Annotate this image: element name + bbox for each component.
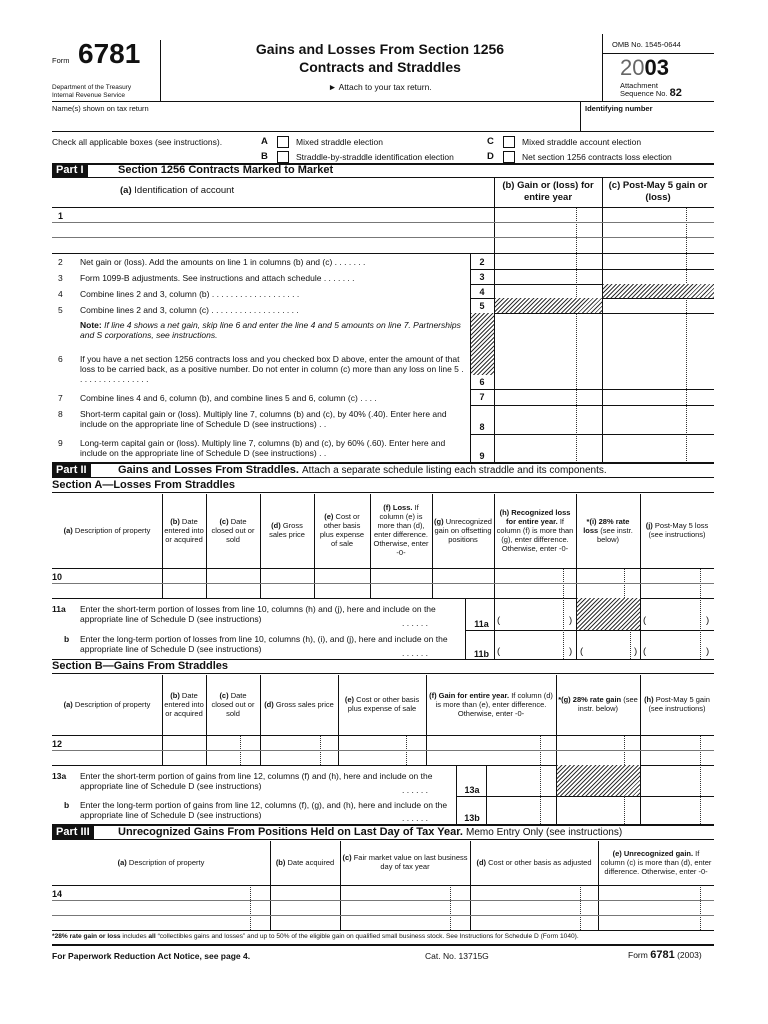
line-6-text [80, 354, 465, 384]
part3-title-bold: Unrecognized Gains From Positions Held on Last Day of Tax Year. [118, 826, 463, 838]
line-10-number: 10 [52, 572, 63, 582]
part2-title [118, 464, 607, 477]
line-13b-letter: b [64, 800, 70, 810]
line-8-box-label: 8 [479, 422, 485, 432]
section-a-col-7-text: If column (f) is more than (g), enter difference. Otherwise, enter -0- [496, 516, 574, 553]
box-b-letter: B [261, 151, 268, 162]
line-11b-dots: . . . . . . [402, 648, 428, 658]
line-4-number: 4 [58, 289, 63, 299]
line-11b-paren-close: ) [569, 646, 573, 657]
line-11b-i-paren-open: ( [580, 646, 584, 657]
section-a-col-9-text: Post-May 5 loss (see instructions) [648, 521, 709, 539]
dept-line1: Department of the Treasury [52, 84, 132, 91]
paperwork-notice: For Paperwork Reduction Act Notice, see page 4. [52, 951, 251, 961]
section-a-col-3-text: Gross sales price [269, 521, 305, 539]
line-7-text [80, 393, 377, 403]
section-b-col-4-text: Cost or other basis plus expense of sale [347, 695, 420, 713]
section-a-col-7-header [496, 494, 574, 566]
line-11a-j-paren-open: ( [643, 615, 647, 626]
section-a-col-6-letter: (g) [434, 516, 444, 526]
box-a-label: Mixed straddle election [296, 137, 383, 147]
line-3-dots: . . . . . . . [323, 273, 355, 283]
names-label: Name(s) shown on tax return [52, 104, 149, 113]
part3-col-3-letter: (d) [476, 857, 487, 867]
line-3-desc: Form 1099-B adjustments. See instructions and attach schedule [80, 273, 322, 283]
section-a-col-8-text: (see instr. below) [596, 525, 633, 544]
section-b-col-6-header [558, 675, 638, 733]
line-2-dots: . . . . . . . [334, 257, 366, 267]
section-b-col-5-letter: (f) Gain for entire year. [429, 690, 510, 700]
footnote-mid: includes [120, 933, 149, 940]
section-a-col-1-letter: (b) [170, 516, 180, 526]
line-13a-box-label: 13a [464, 785, 480, 795]
year-suffix: 03 [644, 55, 669, 80]
checkbox-a[interactable] [277, 136, 289, 148]
section-a-col-9-header [642, 494, 712, 566]
line-11a-j-paren-close: ) [706, 615, 710, 626]
section-a-col-3-header [262, 494, 312, 566]
line-9-desc: Long-term capital gain or (loss). Multiply line 7, columns (b) and (c), by 60% (.60). Enter here and include on the appropriate line of Schedule D (see instructions) [80, 438, 446, 458]
line-6-desc: If you have a net section 1256 contracts loss and you checked box D above, enter the amount of that loss to be carried back, as a positive number. Do not enter in column (c) more than any loss on line 5 [80, 354, 460, 374]
line-11b-text: Enter the long-term portion of losses from line 10, columns (h), (i), and (j), here and include on the appropriate line of Schedule D (see instructions) [80, 634, 448, 654]
sequence-number: 82 [669, 87, 682, 99]
section-a-col-2-header [208, 494, 258, 566]
section-a-col-1-header [164, 494, 204, 566]
line-11b-letter: b [64, 634, 70, 644]
box-a-letter: A [261, 136, 268, 147]
part3-col-2-letter: (c) [342, 853, 352, 862]
section-b-col-1-header [164, 675, 204, 733]
footnote-rest: “collectibles gains and losses” and up to 50% of the eligible gain on qualified small business stock. See Instructions for Schedule D (Form 1040). [155, 933, 579, 940]
footer-form-word: Form [628, 950, 648, 960]
line-11b-paren-open: ( [497, 646, 501, 657]
line-13a-text: Enter the short-term portion of gains from line 12, columns (f) and (h), here and include on the appropriate line of Schedule D (see instructions) [80, 771, 433, 791]
section-a-col-1-text: Date entered into or acquired [164, 516, 204, 544]
line-2-box-label: 2 [479, 257, 485, 267]
checkbox-intro: Check all applicable boxes (see instructions). [52, 137, 223, 147]
line-5-number: 5 [58, 305, 63, 315]
line-2-desc: Net gain or (loss). Add the amounts on line 1 in columns (b) and (c) [80, 257, 333, 267]
section-b-col-0-text: Description of property [74, 699, 151, 709]
line-8-number: 8 [58, 409, 63, 419]
line-13b-dots: . . . . . . [402, 813, 428, 823]
dept-line2: Internal Revenue Service [52, 92, 125, 99]
section-a-col-6-header [434, 494, 492, 566]
part3-col-4-text: If column (c) is more than (d), enter difference. Otherwise, enter -0- [600, 848, 712, 876]
line-5-col-b-shaded [495, 298, 602, 313]
section-a-col-2-text: Date closed out or sold [211, 516, 255, 544]
line-7-desc: Combine lines 4 and 6, column (b), and combine lines 5 and 6, column (c) [80, 393, 358, 403]
line-11a-paren-close: ) [569, 615, 573, 626]
footnote-lead: *28% rate gain or loss [52, 933, 121, 940]
part3-col-1-text: Date acquired [287, 857, 335, 867]
part3-col-3-header [472, 841, 596, 883]
line-13b-box-label: 13b [464, 813, 480, 823]
note-text: If line 4 shows a net gain, skip line 6 and enter the line 4 and 5 amounts on line 7. Partnerships and S corporations, see instructions. [80, 320, 461, 340]
footer-form-id [628, 950, 702, 960]
year-prefix: 20 [620, 55, 645, 80]
line-4-dots: . . . . . . . . . . . . . . . . . . . [211, 289, 300, 299]
line-9-box-label: 9 [479, 451, 485, 461]
sequence-text: Sequence No. [620, 89, 668, 98]
col-a-letter: (a) [120, 185, 132, 196]
line-11b-j-paren-open: ( [643, 646, 647, 657]
line-3-text [80, 273, 355, 283]
line-13a-dots: . . . . . . [402, 785, 428, 795]
line-11a-paren-open: ( [497, 615, 501, 626]
line-11a-dots: . . . . . . [402, 618, 428, 628]
line-2-number: 2 [58, 257, 63, 267]
section-a-col-5-header [372, 494, 430, 566]
line-11a-col-i-shaded [577, 598, 640, 630]
line-11b-box-label: 11b [473, 649, 489, 659]
line-3-number: 3 [58, 273, 63, 283]
section-a-col-9-letter: (j) [645, 521, 653, 530]
line-4-text [80, 289, 299, 299]
line-8-desc: Short-term capital gain or (loss). Multiply line 7, columns (b) and (c), by 40% (.40). Enter here and include on the appropriate line of Schedule D (see instructions) [80, 409, 447, 429]
line-11a-number: 11a [52, 604, 66, 614]
section-a-col-4-text: Cost or other basis plus expense of sale [319, 512, 365, 548]
attachment-label: Attachment [620, 81, 658, 90]
section-b-col-1-letter: (b) [170, 690, 180, 700]
checkbox-c[interactable] [503, 136, 515, 148]
identifying-number-field[interactable] [584, 114, 712, 130]
col-a-text: Identification of account [134, 185, 235, 196]
line-5-note [80, 320, 465, 340]
form-title-line2: Contracts and Straddles [299, 59, 461, 75]
section-b-col-7-letter: (h) [644, 695, 654, 704]
part3-label: Part III [52, 826, 94, 839]
line-7-dots: . . . . [360, 393, 377, 403]
line-6-dots: . . . . . . . . . . . . . . . . [80, 364, 464, 384]
section-a-col-7-letter: (h) Recognized loss for entire year. [499, 507, 571, 526]
line-9-number: 9 [58, 438, 63, 448]
line-6-number: 6 [58, 354, 63, 364]
part2-title-rest: Attach a separate schedule listing each straddle and its components. [302, 465, 607, 476]
line-13a-col-g-shaded [557, 765, 640, 796]
part1-label: Part I [52, 164, 88, 177]
section-b-col-6-text: (see instr. below) [577, 695, 638, 713]
line-5-desc: Combine lines 2 and 3, column (c) [80, 305, 209, 315]
part2-title-bold: Gains and Losses From Straddles. [118, 464, 299, 476]
line-11b-i-paren-close: ) [634, 646, 638, 657]
section-a-col-4-header [316, 494, 368, 566]
omb-number: OMB No. 1545-0644 [612, 40, 681, 49]
line-13a-number: 13a [52, 771, 67, 781]
section-b-col-4-letter: (e) [344, 695, 355, 704]
line-2-text [80, 257, 365, 267]
line-1-number: 1 [58, 211, 64, 221]
part3-col-4-letter: (e) Unrecognized gain. [612, 848, 694, 858]
part1-title: Section 1256 Contracts Marked to Market [118, 164, 334, 176]
note-label: Note: [80, 320, 102, 330]
section-a-col-4-letter: (e) [324, 512, 334, 521]
line-5-text [80, 305, 299, 315]
box-c-letter: C [487, 136, 494, 147]
section-b-col-1-text: Date entered into or acquired [164, 690, 204, 718]
part2-label: Part II [52, 464, 91, 477]
section-a-col-8-header [578, 494, 638, 566]
section-b-col-5-text: If column (d) is more than (e), enter difference. Otherwise, enter -0- [435, 690, 553, 718]
section-a-col-2-letter: (c) [219, 516, 229, 526]
line-4-col-c-shaded [603, 284, 714, 298]
checkbox-d[interactable] [503, 151, 515, 163]
line-11b-j-paren-close: ) [706, 646, 710, 657]
section-b-col-2-letter: (c) [219, 690, 229, 700]
section-b-col-7-text: Post-May 5 gain (see instructions) [648, 695, 710, 713]
line-7-number: 7 [58, 393, 63, 403]
form-word: Form [52, 56, 70, 65]
box-b-label: Straddle-by-straddle identification election [296, 152, 454, 162]
part1-col-c-header: (c) Post-May 5 gain or (loss) [608, 180, 708, 203]
part3-col-1-letter: (b) [275, 857, 286, 867]
section-a-title: Section A—Losses From Straddles [52, 479, 235, 491]
part3-col-0-text: Description of property [128, 857, 205, 867]
section-a-col-3-letter: (d) [271, 521, 281, 530]
part3-title [118, 826, 622, 839]
line-13b-text: Enter the long-term portion of gains from line 12, columns (f), (g), and (h), here and include on the appropriate line of Schedule D (see instructions) [80, 800, 448, 820]
part3-col-0-letter: (a) [117, 857, 127, 867]
line-8-dots: . . [319, 419, 327, 429]
line-8-text [80, 409, 468, 429]
part3-col-2-header [342, 841, 468, 883]
footnote-all: all [148, 933, 156, 940]
name-field[interactable] [56, 114, 574, 130]
line-4-box-label: 4 [479, 287, 485, 297]
section-b-col-2-text: Date closed out or sold [211, 690, 255, 718]
section-b-col-2-header [208, 675, 258, 733]
footer-form-number: 6781 [650, 949, 675, 961]
section-b-col-3-letter: (d) [264, 699, 274, 709]
line-7-box-label: 7 [479, 392, 485, 402]
section-b-col-4-header [340, 675, 424, 733]
checkbox-b[interactable] [277, 151, 289, 163]
line-11a-box-label: 11a [474, 619, 489, 629]
line-5-box-label: 5 [479, 301, 485, 311]
section-a-col-5-text: If column (e) is more than (d), enter difference. Otherwise, enter -0- [373, 503, 429, 557]
footer-year: (2003) [677, 950, 702, 960]
form-number: 6781 [78, 38, 141, 69]
tax-year [620, 55, 669, 81]
section-b-col-3-text: Gross sales price [275, 699, 334, 709]
section-a-col-8-letter: *(i) 28% rate loss [583, 516, 630, 535]
line-6-box-label: 6 [479, 377, 485, 387]
line-9-text [80, 438, 468, 458]
section-b-col-7-header [642, 675, 712, 733]
line-4-desc: Combine lines 2 and 3, column (b) [80, 289, 210, 299]
part3-col-2-text: Fair market value on last business day of tax year [353, 853, 468, 871]
line-12-number: 12 [52, 739, 63, 749]
box-d-label: Net section 1256 contracts loss election [522, 152, 672, 162]
box-c-label: Mixed straddle account election [522, 137, 642, 147]
line-14-number: 14 [52, 889, 63, 899]
form-title-line1: Gains and Losses From Section 1256 [255, 41, 505, 57]
footnote [52, 933, 714, 941]
section-a-col-5-letter: (f) Loss. [383, 503, 413, 512]
part3-col-0-header [54, 841, 268, 883]
section-b-title: Section B—Gains From Straddles [52, 660, 229, 672]
section-b-col-0-header [54, 675, 160, 733]
part3-title-rest: Memo Entry Only (see instructions) [466, 827, 623, 838]
part1-col-a-header [120, 185, 234, 197]
box-d-letter: D [487, 151, 494, 162]
line-6-number-shaded [471, 313, 494, 375]
part3-col-3-text: Cost or other basis as adjusted [488, 857, 592, 867]
section-a-col-0-letter: (a) [63, 525, 73, 535]
line-9-dots: . . [319, 448, 327, 458]
part3-col-4-header [600, 841, 712, 883]
section-a-col-0-header [54, 494, 160, 566]
attach-instruction: ► Attach to your tax return. [328, 82, 432, 92]
line-5-dots: . . . . . . . . . . . . . . . . . . . [211, 305, 299, 315]
identifying-number-label: Identifying number [585, 104, 653, 113]
section-b-col-5-header [428, 675, 554, 733]
part3-col-1-header [272, 841, 338, 883]
part1-col-b-header: (b) Gain or (loss) for entire year [502, 180, 594, 203]
line-3-box-label: 3 [479, 272, 485, 282]
section-b-col-3-header [262, 675, 336, 733]
line-11a-text: Enter the short-term portion of losses from line 10, columns (h) and (j), here and include on the appropriate line of Schedule D (see instructions) [80, 604, 436, 624]
section-b-col-6-letter: *(g) 28% rate gain [558, 695, 622, 704]
section-a-col-0-text: Description of property [74, 525, 151, 535]
section-b-col-0-letter: (a) [63, 699, 73, 709]
section-a-col-6-text: Unrecognized gain on offsetting positions [434, 516, 492, 544]
sequence-label [620, 89, 682, 98]
catalog-number: Cat. No. 13715G [425, 951, 489, 961]
